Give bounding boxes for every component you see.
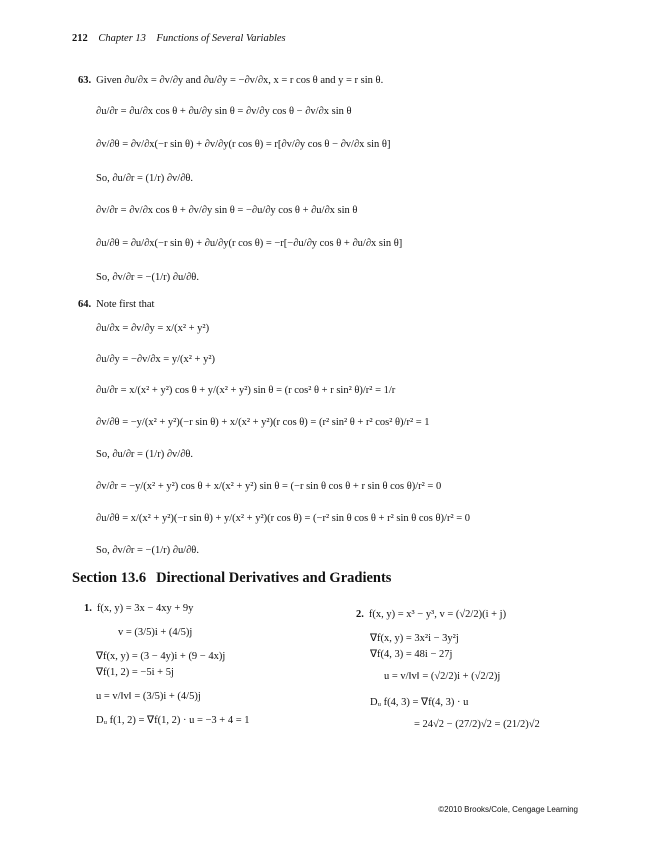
- section-heading: [72, 570, 391, 587]
- problem-64-line-1: ∂u/∂x = ∂v/∂y = x/(x² + y²): [96, 323, 210, 334]
- problem-64-line-6: ∂v/∂r = −y/(x² + y²) cos θ + x/(x² + y²) sin θ = (−r sin θ cos θ + r sin θ cos θ)/r² = 0: [96, 481, 442, 492]
- problem-64-line-7: ∂u/∂θ = x/(x² + y²)(−r sin θ) + y/(x² + y²)(r cos θ) = (−r² sin θ cos θ + r² sin θ cos θ)/r² = 0: [96, 513, 471, 524]
- problem-1-line-2: v = (3/5)i + (4/5)j: [118, 627, 193, 638]
- problem-63-line-6: ∂u/∂θ = ∂u/∂x(−r sin θ) + ∂u/∂y(r cos θ) = −r[−∂u/∂y cos θ + ∂u/∂x sin θ]: [96, 238, 403, 249]
- problem-63-line-1: 63. Given ∂u/∂x = ∂v/∂y and ∂u/∂y = −∂v/∂x, x = r cos θ and y = r sin θ.: [78, 75, 384, 86]
- problem-1-number: 1.: [84, 603, 92, 614]
- problem-64-line-2: ∂u/∂y = −∂v/∂x = y/(x² + y²): [96, 354, 215, 365]
- problem-1-line-1: 1. f(x, y) = 3x − 4xy + 9y: [84, 603, 194, 614]
- problem-1-line-4: ∇f(1, 2) = −5i + 5j: [96, 667, 174, 678]
- problem-63-number: 63.: [78, 75, 92, 86]
- problem-64-line-4: ∂v/∂θ = −y/(x² + y²)(−r sin θ) + x/(x² + y²)(r cos θ) = (r² sin² θ + r² cos² θ)/r² = 1: [96, 417, 430, 428]
- problem-2-line-3: ∇f(4, 3) = 48i − 27j: [370, 649, 453, 660]
- chapter-label: Chapter 13: [98, 33, 146, 44]
- problem-63-line-5: ∂v/∂r = ∂v/∂x cos θ + ∂v/∂y sin θ = −∂u/∂y cos θ + ∂u/∂x sin θ: [96, 205, 358, 216]
- problem-1-line-3: ∇f(x, y) = (3 − 4y)i + (9 − 4x)j: [96, 651, 226, 662]
- section-number: Section 13.6: [72, 570, 147, 586]
- page-header: [72, 33, 286, 44]
- problem-63-line-7: So, ∂v/∂r = −(1/r) ∂u/∂θ.: [96, 272, 199, 283]
- problem-64-line-3: ∂u/∂r = x/(x² + y²) cos θ + y/(x² + y²) sin θ = (r cos² θ + r sin² θ)/r² = 1/r: [96, 385, 396, 396]
- problem-1-line-6: Dᵤ f(1, 2) = ∇f(1, 2) · u = −3 + 4 = 1: [96, 715, 250, 726]
- problem-64-line-intro: 64. Note first that: [78, 299, 155, 310]
- problem-63-line-3: ∂v/∂θ = ∂v/∂x(−r sin θ) + ∂v/∂y(r cos θ) = r[∂v/∂y cos θ − ∂v/∂x sin θ]: [96, 139, 391, 150]
- copyright-footer: ©2010 Brooks/Cole, Cengage Learning: [438, 805, 578, 814]
- section-title: Directional Derivatives and Gradients: [156, 570, 392, 586]
- problem-2-line-2: ∇f(x, y) = 3x²i − 3y²j: [370, 633, 459, 644]
- problem-1-line-5: u = v/‖v‖ = (3/5)i + (4/5)j: [96, 691, 201, 702]
- problem-64-line-8: So, ∂v/∂r = −(1/r) ∂u/∂θ.: [96, 545, 199, 556]
- problem-64-number: 64.: [78, 299, 92, 310]
- problem-2-line-1: 2. f(x, y) = x³ − y³, v = (√2/2)(i + j): [356, 609, 507, 620]
- page-number: 212: [72, 33, 88, 44]
- problem-2-line-4: u = v/‖v‖ = (√2/2)i + (√2/2)j: [384, 671, 501, 682]
- chapter-title: Functions of Several Variables: [156, 33, 286, 44]
- problem-63-line-2: ∂u/∂r = ∂u/∂x cos θ + ∂u/∂y sin θ = ∂v/∂y cos θ − ∂v/∂x sin θ: [96, 106, 352, 117]
- problem-2-number: 2.: [356, 609, 364, 620]
- problem-2-line-6: = 24√2 − (27/2)√2 = (21/2)√2: [414, 719, 540, 730]
- problem-64-line-5: So, ∂u/∂r = (1/r) ∂v/∂θ.: [96, 449, 194, 460]
- problem-2-line-5: Dᵤ f(4, 3) = ∇f(4, 3) · u: [370, 697, 469, 708]
- problem-63-line-4: So, ∂u/∂r = (1/r) ∂v/∂θ.: [96, 173, 194, 184]
